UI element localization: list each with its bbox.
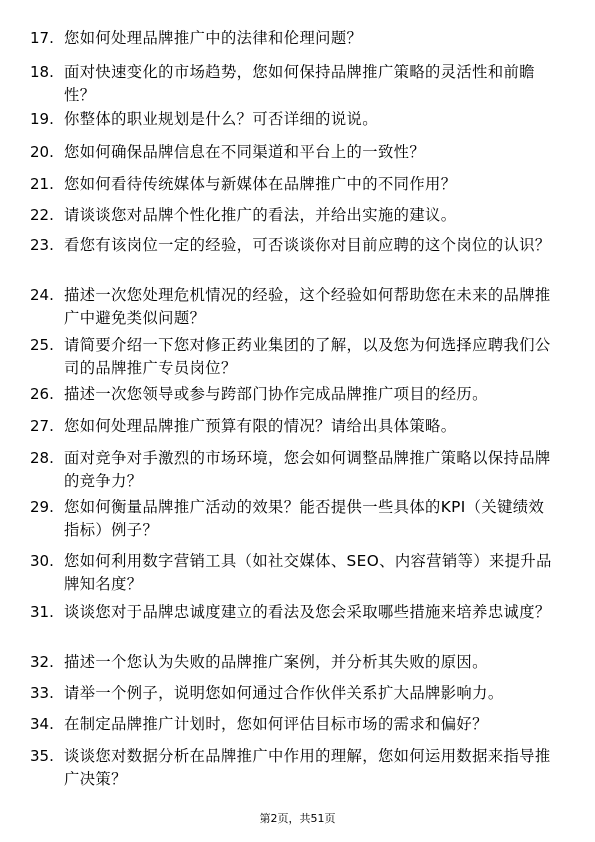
- question-text: 你整体的职业规划是什么？可否详细的说说。: [64, 110, 378, 128]
- page-footer: [0, 812, 595, 826]
- question-text: 描述一次您处理危机情况的经验，这个经验如何帮助您在未来的品牌推广中避免类似问题？: [64, 286, 551, 327]
- question-number: 18.: [30, 63, 54, 81]
- question-text: 您如何确保品牌信息在不同渠道和平台上的一致性？: [64, 143, 426, 161]
- page-number-label: 第2页，共51页: [259, 812, 336, 825]
- question-number: 26.: [30, 385, 54, 403]
- question-text: 描述一次您领导或参与跨部门协作完成品牌推广项目的经历。: [64, 385, 488, 403]
- question-number: 28.: [30, 449, 54, 467]
- question-number: 20.: [30, 143, 54, 161]
- question-text: 请简要介绍一下您对修正药业集团的了解，以及您为何选择应聘我们公司的品牌推广专员岗位？: [64, 336, 551, 377]
- question-text: 您如何衡量品牌推广活动的效果？能否提供一些具体的KPI（关键绩效指标）例子？: [64, 498, 545, 539]
- question-text: 请举一个例子，说明您如何通过合作伙伴关系扩大品牌影响力。: [64, 684, 504, 702]
- question-text: 面对竞争对手激烈的市场环境，您会如何调整品牌推广策略以保持品牌的竞争力？: [64, 449, 551, 490]
- question-text: 谈谈您对于品牌忠诚度建立的看法及您会采取哪些措施来培养忠诚度？: [64, 603, 551, 621]
- question-number: 21.: [30, 175, 54, 193]
- question-number: 17.: [30, 29, 54, 47]
- question-number: 34.: [30, 715, 54, 733]
- question-number: 33.: [30, 684, 54, 702]
- question-text: 您如何利用数字营销工具（如社交媒体、SEO、内容营销等）来提升品牌知名度？: [64, 552, 552, 593]
- question-text: 您如何看待传统媒体与新媒体在品牌推广中的不同作用？: [64, 175, 457, 193]
- question-number: 19.: [30, 110, 54, 128]
- question-text: 看您有该岗位一定的经验，可否谈谈你对目前应聘的这个岗位的认识？: [64, 236, 551, 254]
- question-text: 在制定品牌推广计划时，您如何评估目标市场的需求和偏好？: [64, 715, 488, 733]
- question-text: 您如何处理品牌推广预算有限的情况？请给出具体策略。: [64, 417, 457, 435]
- question-number: 29.: [30, 498, 54, 516]
- question-number: 25.: [30, 336, 54, 354]
- question-number: 32.: [30, 653, 54, 671]
- question-number: 35.: [30, 747, 54, 765]
- question-text: 描述一个您认为失败的品牌推广案例，并分析其失败的原因。: [64, 653, 488, 671]
- question-text: 谈谈您对数据分析在品牌推广中作用的理解，您如何运用数据来指导推广决策？: [64, 747, 551, 788]
- question-number: 24.: [30, 286, 54, 304]
- question-text: 您如何处理品牌推广中的法律和伦理问题？: [64, 29, 363, 47]
- question-number: 30.: [30, 552, 54, 570]
- question-number: 31.: [30, 603, 54, 621]
- question-text: 面对快速变化的市场趋势，您如何保持品牌推广策略的灵活性和前瞻性？: [64, 63, 535, 104]
- question-text: 请谈谈您对品牌个性化推广的看法，并给出实施的建议。: [64, 206, 457, 224]
- question-number: 23.: [30, 236, 54, 254]
- question-number: 22.: [30, 206, 54, 224]
- question-number: 27.: [30, 417, 54, 435]
